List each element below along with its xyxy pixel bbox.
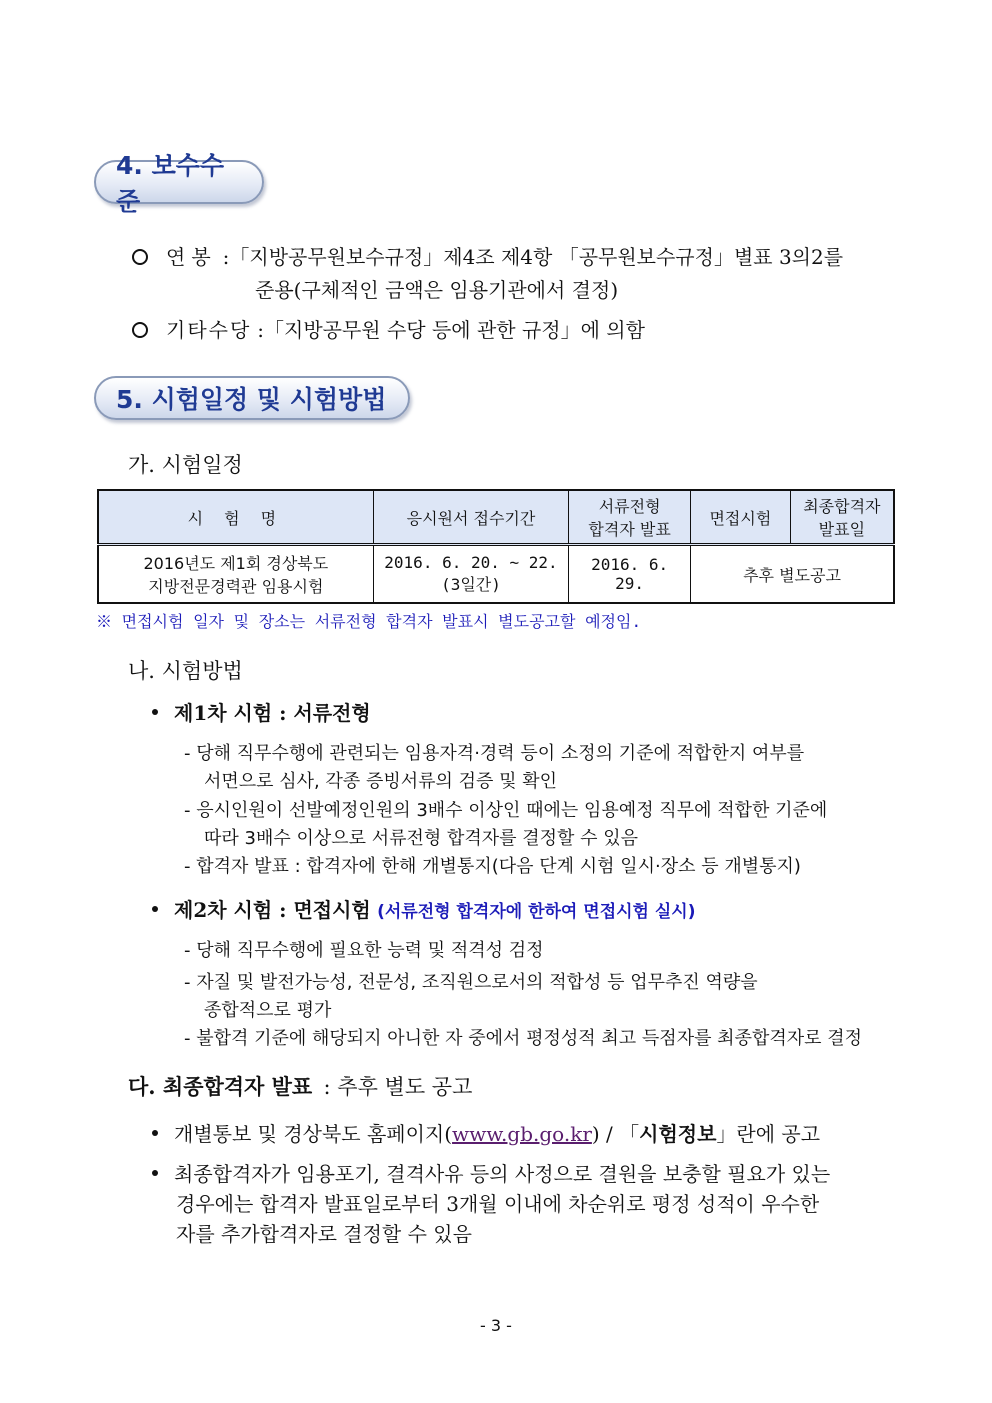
section-5-title: 5. 시험일정 및 시험방법 xyxy=(94,376,410,420)
subsection-method-heading: 나. 시험방법 xyxy=(128,659,243,683)
exam1-line: 따라 3배수 이상으로 서류전형 합격자를 결정할 수 있음 xyxy=(204,828,639,849)
salary-item: 연봉 :「지방공무원보수규정」제4조 제4항 「공무원보수규정」별표 3의2를 xyxy=(132,241,843,270)
table-header-row xyxy=(98,490,894,545)
homepage-link[interactable]: www.gb.go.kr xyxy=(452,1122,592,1146)
cell-exam-name: 2016년도 제1회 경상북도 지방전문경력관 임용시험 xyxy=(98,545,373,604)
exam2-line: - 불합격 기준에 해당되지 아니한 자 중에서 평정성적 최고 득점자를 최종합격자로 결정 xyxy=(184,1028,863,1049)
header-application-period: 응시원서 접수기간 xyxy=(373,490,569,545)
allowance-item: 기타수당 :「지방공무원 수당 등에 관한 규정」에 의함 xyxy=(132,314,645,343)
exam2-title: 제2차 시험 : 면접시험 (서류전형 합격자에 한하여 면접시험 실시) xyxy=(152,894,696,923)
header-interview: 면접시험 xyxy=(691,490,791,545)
subsection-final-heading: 다. 최종합격자 발표 : 추후 별도 공고 xyxy=(128,1074,473,1099)
header-document-result: 서류전형 합격자 발표 xyxy=(569,490,691,545)
section-4-title: 4. 보수수준 xyxy=(94,160,264,204)
exam2-line: 종합적으로 평가 xyxy=(204,1000,332,1021)
page-number: - 3 - xyxy=(480,1316,512,1335)
final-line-2-cont: 자를 추가합격자로 결정할 수 있음 xyxy=(176,1222,472,1246)
exam-schedule-table xyxy=(97,489,895,604)
circle-bullet-icon xyxy=(132,249,148,265)
cell-application-period: 2016. 6. 20. ~ 22. (3일간) xyxy=(373,545,569,604)
header-exam-name: 시 험 명 xyxy=(98,490,373,545)
table-row xyxy=(98,545,894,604)
dot-bullet-icon xyxy=(152,1170,158,1176)
header-final-announcement: 최종합격자 발표일 xyxy=(790,490,894,545)
subsection-schedule-heading: 가. 시험일정 xyxy=(128,453,243,477)
exam1-title: 제1차 시험 : 서류전형 xyxy=(152,697,371,726)
exam1-line: - 당해 직무수행에 관련되는 임용자격·경력 등이 소정의 기준에 적합한지 여부를 xyxy=(184,743,805,764)
cell-document-result-date: 2016. 6. 29. xyxy=(569,545,691,604)
exam2-line: - 당해 직무수행에 필요한 능력 및 적격성 검정 xyxy=(184,940,544,961)
exam1-line: - 합격자 발표 : 합격자에 한해 개별통지(다음 단계 시험 일시·장소 등 개별통지) xyxy=(184,856,801,877)
exam2-line: - 자질 및 발전가능성, 전문성, 조직원으로서의 적합성 등 업무추진 역량을 xyxy=(184,972,758,993)
final-line-1: 개별통보 및 경상북도 홈페이지(www.gb.go.kr) / 「시험정보」란에 공고 xyxy=(152,1118,820,1147)
dot-bullet-icon xyxy=(152,906,158,912)
dot-bullet-icon xyxy=(152,709,158,715)
exam1-line: 서면으로 심사, 각종 증빙서류의 검증 및 확인 xyxy=(204,771,558,792)
dot-bullet-icon xyxy=(152,1130,158,1136)
final-line-2: 최종합격자가 임용포기, 결격사유 등의 사정으로 결원을 보충할 필요가 있는 xyxy=(152,1158,830,1187)
exam1-line: - 응시인원이 선발예정인원의 3배수 이상인 때에는 임용예정 직무에 적합한 기준에 xyxy=(184,800,828,821)
cell-separate-notice: 추후 별도공고 xyxy=(691,545,895,604)
circle-bullet-icon xyxy=(132,322,148,338)
salary-item-continued: 준용(구체적인 금액은 임용기관에서 결정) xyxy=(255,278,619,302)
interview-note: ※ 면접시험 일자 및 장소는 서류전형 합격자 발표시 별도공고할 예정임. xyxy=(96,612,642,631)
final-line-2-cont: 경우에는 합격자 발표일로부터 3개월 이내에 차순위로 평정 성적이 우수한 xyxy=(176,1192,820,1216)
